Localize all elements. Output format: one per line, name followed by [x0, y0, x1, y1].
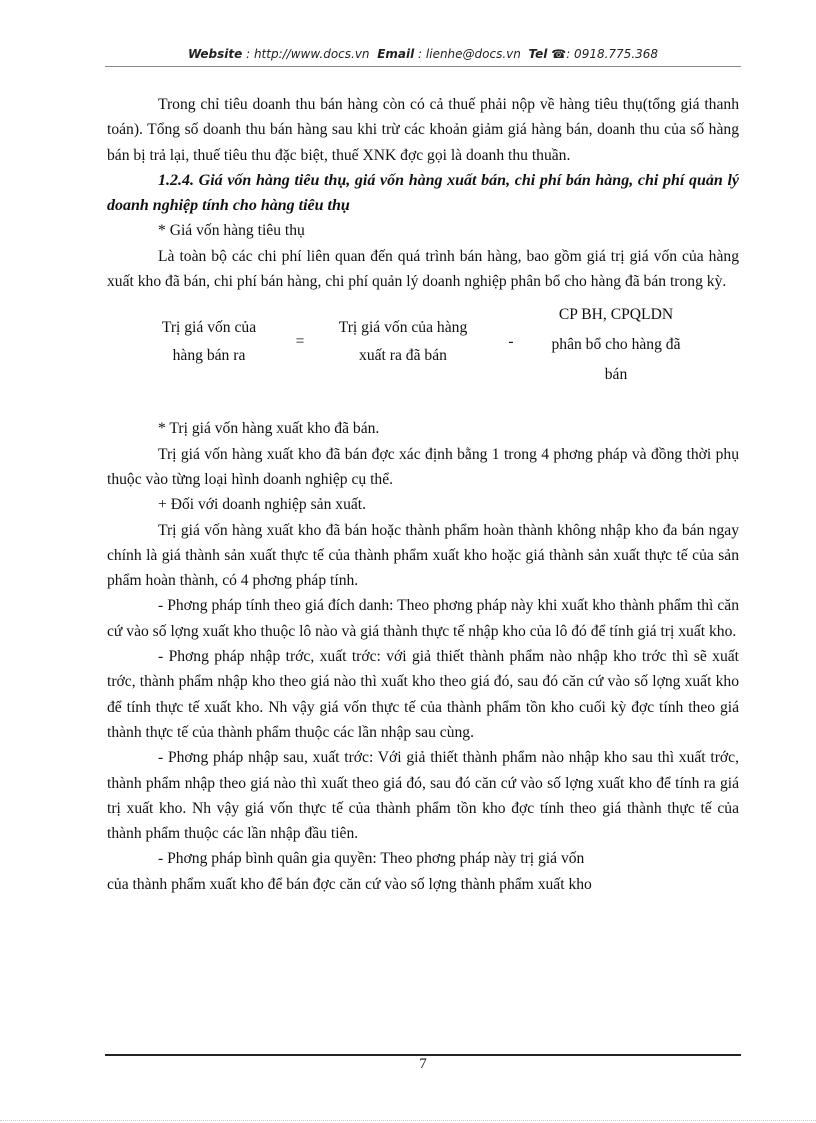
paragraph-revenue: Trong chỉ tiêu doanh thu bán hàng còn có cả thuế phải nộp về hàng tiêu thụ(tổng giá thanh toán). Tổng số doanh thu bán hàng sau khi trừ các khoản giảm giá hàng bán, doanh thu của số hàng bán bị trả lại, thuế tiêu thu đặc biệt, thuế XNK đợc gọi là doanh thu thuần. — [107, 96, 739, 164]
formula-equals: = — [295, 333, 305, 351]
page-bottom-border — [0, 1120, 816, 1121]
paragraph-fifo: - Phơng pháp nhập trớc, xuất trớc: với giả thiết thành phẩm nào nhập kho trớc thì sẽ xuất trớc, thành phẩm nhập kho theo giá nào thì xuất kho theo giá đó, sau đó căn cứ vào số lợng xuất kho để tính thực tế xuất kho. Nh vậy giá vốn thực tế của thành phẩm tồn kho cuối kỳ đợc tính theo giá thành thực tế của thành phẩm thuộc các lần nhập sau cùng. — [107, 648, 739, 741]
paragraph-specific-identification: - Phơng pháp tính theo giá đích danh: Theo phơng pháp này khi xuất kho thành phẩm thì căn cứ vào số lợng xuất kho thuộc lô nào và giá thành thực tế nhập kho của lô đó để tính giá trị xuất kho. — [107, 597, 739, 640]
paragraph-weighted-average-cont: của thành phẩm xuất kho để bán đợc căn cứ vào số lợng thành phẩm xuất kho — [107, 875, 592, 893]
formula-term-2: Trị giá vốn của hàng xuất ra đã bán — [338, 319, 468, 365]
website-value: : http://www.docs.vn — [246, 47, 370, 61]
formula-term-1: Trị giá vốn của hàng bán ra — [161, 319, 257, 365]
phone-icon: ☎ — [551, 47, 567, 61]
bullet-cost-of-goods: * Giá vốn hàng tiêu thụ — [158, 222, 305, 240]
page-number: 7 — [419, 1056, 427, 1072]
website-label: Website — [187, 47, 243, 61]
formula-minus: - — [508, 333, 514, 351]
tel-label: Tel — [528, 47, 548, 61]
document-body — [107, 92, 739, 897]
tel-value: : 0918.775.368 — [566, 47, 659, 61]
section-heading: 1.2.4. Giá vốn hàng tiêu thụ, giá vốn hàng xuất bán, chi phí bán hàng, chi phí quản lý doanh nghiệp tính cho hàng tiêu thụ — [107, 171, 739, 215]
cost-formula — [107, 300, 739, 408]
paragraph-weighted-average: - Phơng pháp bình quân gia quyền: Theo phơng pháp này trị giá vốn — [158, 850, 585, 868]
formula-term-3: CP BH, CPQLDN phân bổ cho hàng đã bán — [551, 306, 681, 384]
paragraph-four-methods: Trị giá vốn hàng xuất kho đã bán đợc xác định bằng 1 trong 4 phơng pháp và đồng thời phụ thuộc vào từng loại hình doanh nghiệp cụ thể. — [107, 445, 739, 488]
paragraph-lifo: - Phơng pháp nhập sau, xuất trớc: Với giả thiết thành phẩm nào nhập kho sau thì xuất trớc, thành phẩm nhập theo giá nào thì xuất theo giá đó, sau đó căn cứ vào số lợng xuất kho để tính ra giá trị xuất kho. Nh vậy giá vốn thực tế của thành phẩm tồn kho đợc tính theo giá thành thực tế của thành phẩm thuộc các lần nhập đầu tiên. — [107, 749, 739, 843]
paragraph-manufacturing: + Đối với doanh nghiệp sản xuất. — [158, 496, 367, 514]
page-header — [105, 47, 741, 61]
paragraph-finished-goods: Trị giá vốn hàng xuất kho đã bán hoặc thành phẩm hoàn thành không nhập kho đa bán ngay chính là giá thành sản xuất thực tế của thành phẩm xuất kho hoặc giá thành sản xuất thực tế của sản phẩm hoàn thành, có 4 phơng pháp tính. — [107, 521, 739, 590]
header-divider — [105, 66, 741, 67]
paragraph-cost-definition: Là toàn bộ các chi phí liên quan đến quá trình bán hàng, bao gồm giá trị giá vốn của hàng xuất kho đã bán, chi phí bán hàng, chi phí quản lý doanh nghiệp phân bổ cho hàng đã bán trong kỳ. — [107, 247, 739, 291]
email-label: Email — [377, 47, 415, 61]
email-value: : lienhe@docs.vn — [418, 47, 521, 61]
bullet-export-cost: * Trị giá vốn hàng xuất kho đã bán. — [158, 420, 380, 438]
